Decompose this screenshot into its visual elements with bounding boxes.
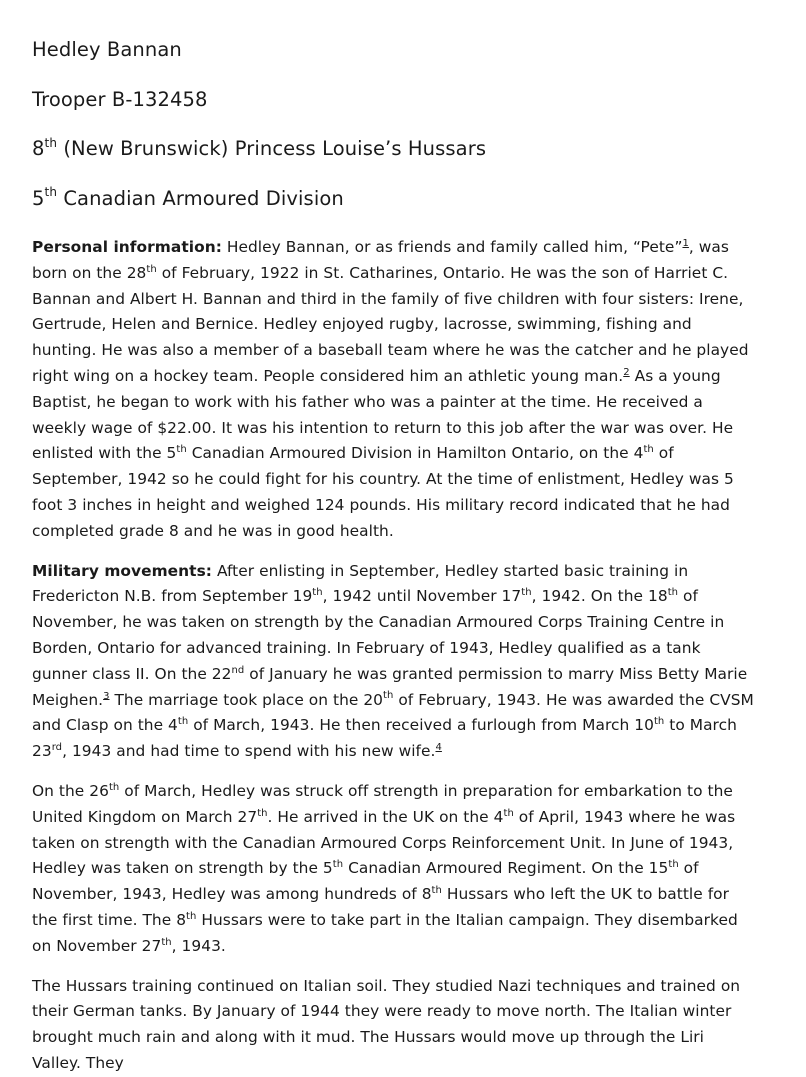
- footnote-ref-1[interactable]: 1: [682, 237, 689, 249]
- text-run: , 1942. On the 18: [531, 587, 668, 606]
- text-run: of April, 1943 where he was taken on strength with the Canadian Armoured Corps Reinforcement Unit. In June of 1943, Hedley was taken on strength by the 5: [32, 807, 736, 878]
- ordinal-sup: th: [332, 859, 344, 871]
- division-number: 5: [32, 186, 45, 210]
- text-run: of September, 1942 so he could fight for his country. At the time of enlistment, Hedley was 5 foot 3 inches in height and weighed 124 pounds. His military record indicated that he had completed grade 8 and he was in good health.: [32, 444, 734, 540]
- ordinal-sup: th: [176, 444, 187, 456]
- ordinal-sup: th: [643, 444, 654, 456]
- italian-campaign-paragraph: [32, 974, 756, 1077]
- text-run: The Hussars training continued on Italian soil. They studied Nazi techniques and trained on their German tanks. By January of 1944 they were ready to move north. The Italian winter brought much rain and along with it mud. The Hussars would move up through the Liri Valley. They: [32, 976, 741, 1072]
- text-run: As a young Baptist, he began to work with his father who was a painter at the time. He received a weekly wage of $22.00. It was his intention to return to this job after the war was over. He enlisted with the 5: [32, 366, 734, 463]
- personal-information-label: Personal information:: [32, 238, 222, 256]
- text-run: of March, Hedley was struck off strength in preparation for embarkation to the United Kingdom on March 27: [32, 781, 733, 826]
- military-movements-label: Military movements:: [32, 561, 213, 580]
- text-run: of February, 1922 in St. Catharines, Ontario. He was the son of Harriet C. Bannan and Albert H. Bannan and third in the family of five children with four sisters: Irene, Gertrude, Helen and Bernice. Hedley enjoyed rugby, lacrosse, swimming, fishing and hunting. He was also a member of a baseball team where he was the catcher and he played right wing on a hockey team. People considered him an athletic young man.: [32, 263, 749, 385]
- footnote-ref-4[interactable]: 4: [435, 742, 442, 754]
- text-run: Hussars were to take part in the Italian campaign. They disembarked on November 27: [32, 910, 738, 955]
- ordinal-sup: th: [177, 716, 189, 728]
- embarkation-paragraph: [32, 779, 756, 960]
- text-run: Canadian Armoured Regiment. On the 15: [343, 859, 669, 878]
- soldier-name-heading: [32, 37, 756, 63]
- regiment-number: 8: [32, 137, 45, 160]
- soldier-name: Hedley Bannan: [32, 38, 182, 61]
- regiment-name: (New Brunswick) Princess Louise’s Hussars: [57, 137, 487, 160]
- ordinal-sup: th: [186, 910, 197, 922]
- ordinal-sup: th: [312, 587, 323, 599]
- ordinal-sup: th: [161, 936, 172, 948]
- text-run: to March 23: [32, 716, 737, 761]
- ordinal-sup: th: [108, 781, 120, 793]
- ordinal-sup: th: [383, 690, 394, 702]
- text-run: , 1943.: [171, 936, 226, 955]
- ordinal-sup: th: [503, 807, 514, 819]
- text-run: of November, he was taken on strength by the Canadian Armoured Corps Training Centre in Borden, Ontario for advanced training. In February of 1943, Hedley qualified as a tank gunner class II. On the 22: [32, 587, 725, 683]
- text-run: Hedley Bannan, or as friends and family called him, “Pete”: [221, 238, 683, 256]
- text-run: , 1942 until November 17: [322, 587, 522, 606]
- text-run: , 1943 and had time to spend with his new wife.: [62, 742, 436, 761]
- ordinal-sup: th: [257, 807, 268, 819]
- text-run: The marriage took place on the 20: [109, 690, 384, 709]
- footnote-ref-2[interactable]: 2: [623, 366, 630, 378]
- ordinal-sup: th: [668, 859, 679, 871]
- ordinal-sup: th: [667, 587, 679, 599]
- rank-heading: [32, 87, 756, 113]
- text-run: Hussars who left the UK to battle for the first time. The 8: [32, 885, 730, 929]
- text-run: of February, 1943. He was awarded the CVSM and Clasp on the 4: [32, 690, 754, 735]
- ordinal-sup: rd: [51, 742, 63, 754]
- division-ordinal: th: [44, 185, 58, 199]
- military-movements-paragraph: [32, 559, 756, 765]
- ordinal-sup: th: [146, 263, 157, 275]
- text-run: After enlisting in September, Hedley started basic training in Fredericton N.B. from September 19: [32, 561, 689, 606]
- ordinal-sup: th: [653, 716, 665, 728]
- ordinal-sup: th: [431, 885, 442, 896]
- personal-information-paragraph: [32, 235, 756, 545]
- text-run: Canadian Armoured Division in Hamilton Ontario, on the 4: [186, 444, 644, 463]
- text-run: . He arrived in the UK on the 4: [267, 807, 504, 826]
- division-name: Canadian Armoured Division: [57, 186, 344, 210]
- footnote-ref-3[interactable]: 3: [103, 690, 110, 702]
- ordinal-sup: nd: [231, 664, 245, 676]
- text-run: On the 26: [32, 781, 109, 800]
- text-run: of January he was granted permission to marry Miss Betty Marie Meighen.: [32, 664, 748, 709]
- rank-text: Trooper B-132458: [32, 87, 208, 111]
- text-run: , was born on the 28: [32, 238, 729, 282]
- ordinal-sup: th: [521, 587, 532, 599]
- regiment-heading: [32, 136, 756, 162]
- regiment-ordinal: th: [44, 135, 58, 150]
- division-heading: [32, 186, 756, 212]
- text-run: of November, 1943, Hedley was among hundreds of 8: [32, 859, 699, 904]
- text-run: of March, 1943. He then received a furlough from March 10: [188, 716, 654, 735]
